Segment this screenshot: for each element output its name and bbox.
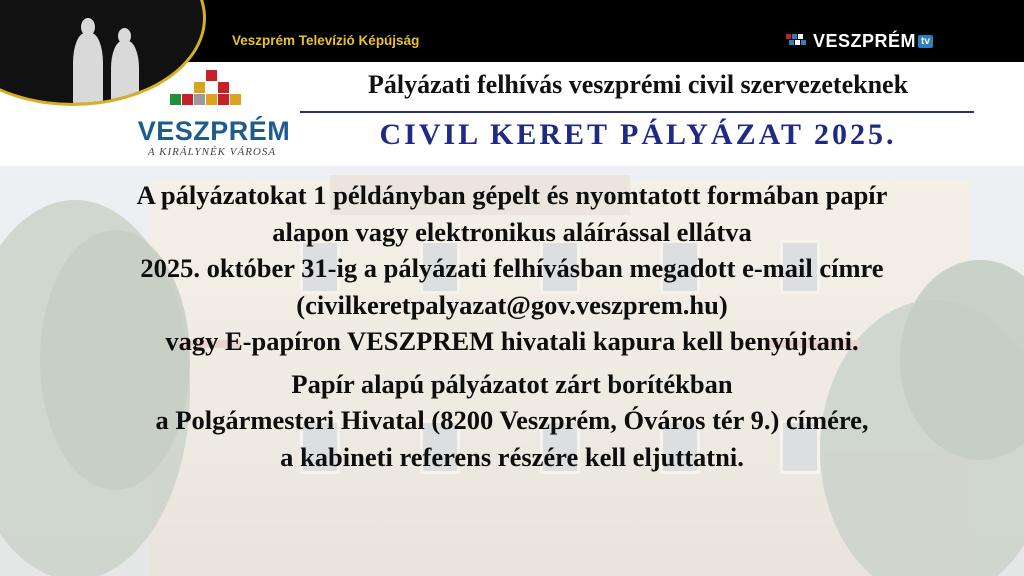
tv-logo-dots-icon bbox=[786, 34, 810, 48]
city-logo-subtitle: A KIRÁLYNÉK VÁROSA bbox=[147, 146, 277, 158]
paragraph2-line: a Polgármesteri Hivatal (8200 Veszprém, Óváros tér 9.) címére, bbox=[155, 405, 869, 435]
paragraph1-line: alapon vagy elektronikus aláírással ellátva bbox=[272, 216, 752, 247]
tv-logo-badge: tv bbox=[918, 35, 933, 48]
paragraph1-line: vagy E-papíron VESZPREM hivatali kapura kell benyújtani. bbox=[165, 326, 859, 356]
paragraph1-line: 2025. október 31-ig a pályázati felhívásban megadott e-mail címre bbox=[140, 253, 884, 283]
city-logo bbox=[128, 66, 296, 162]
paragraph2-line: a kabineti referens részére kell eljuttatni. bbox=[280, 441, 744, 472]
tv-logo-text: VESZPRÉM bbox=[813, 30, 917, 51]
paragraph1-line: (civilkeretpalyazat@gov.veszprem.hu) bbox=[296, 289, 728, 320]
veszprem-tv-logo bbox=[786, 30, 933, 52]
page-title: Pályázati felhívás veszprémi civil szervezeteknek bbox=[367, 70, 909, 99]
crown-icon bbox=[176, 70, 246, 114]
channel-name: Veszprém Televízió Képújság bbox=[232, 33, 420, 48]
city-logo-word: VESZPRÉM bbox=[137, 116, 291, 146]
paragraph2-line: Papír alapú pályázatot zárt borítékban bbox=[291, 368, 733, 399]
title-divider bbox=[300, 111, 974, 113]
page-subtitle: CIVIL KERET PÁLYÁZAT 2025. bbox=[379, 118, 897, 151]
paragraph1-line: A pályázatokat 1 példányban gépelt és nyomtatott formában papír bbox=[136, 180, 888, 210]
announcement-text bbox=[40, 177, 984, 475]
